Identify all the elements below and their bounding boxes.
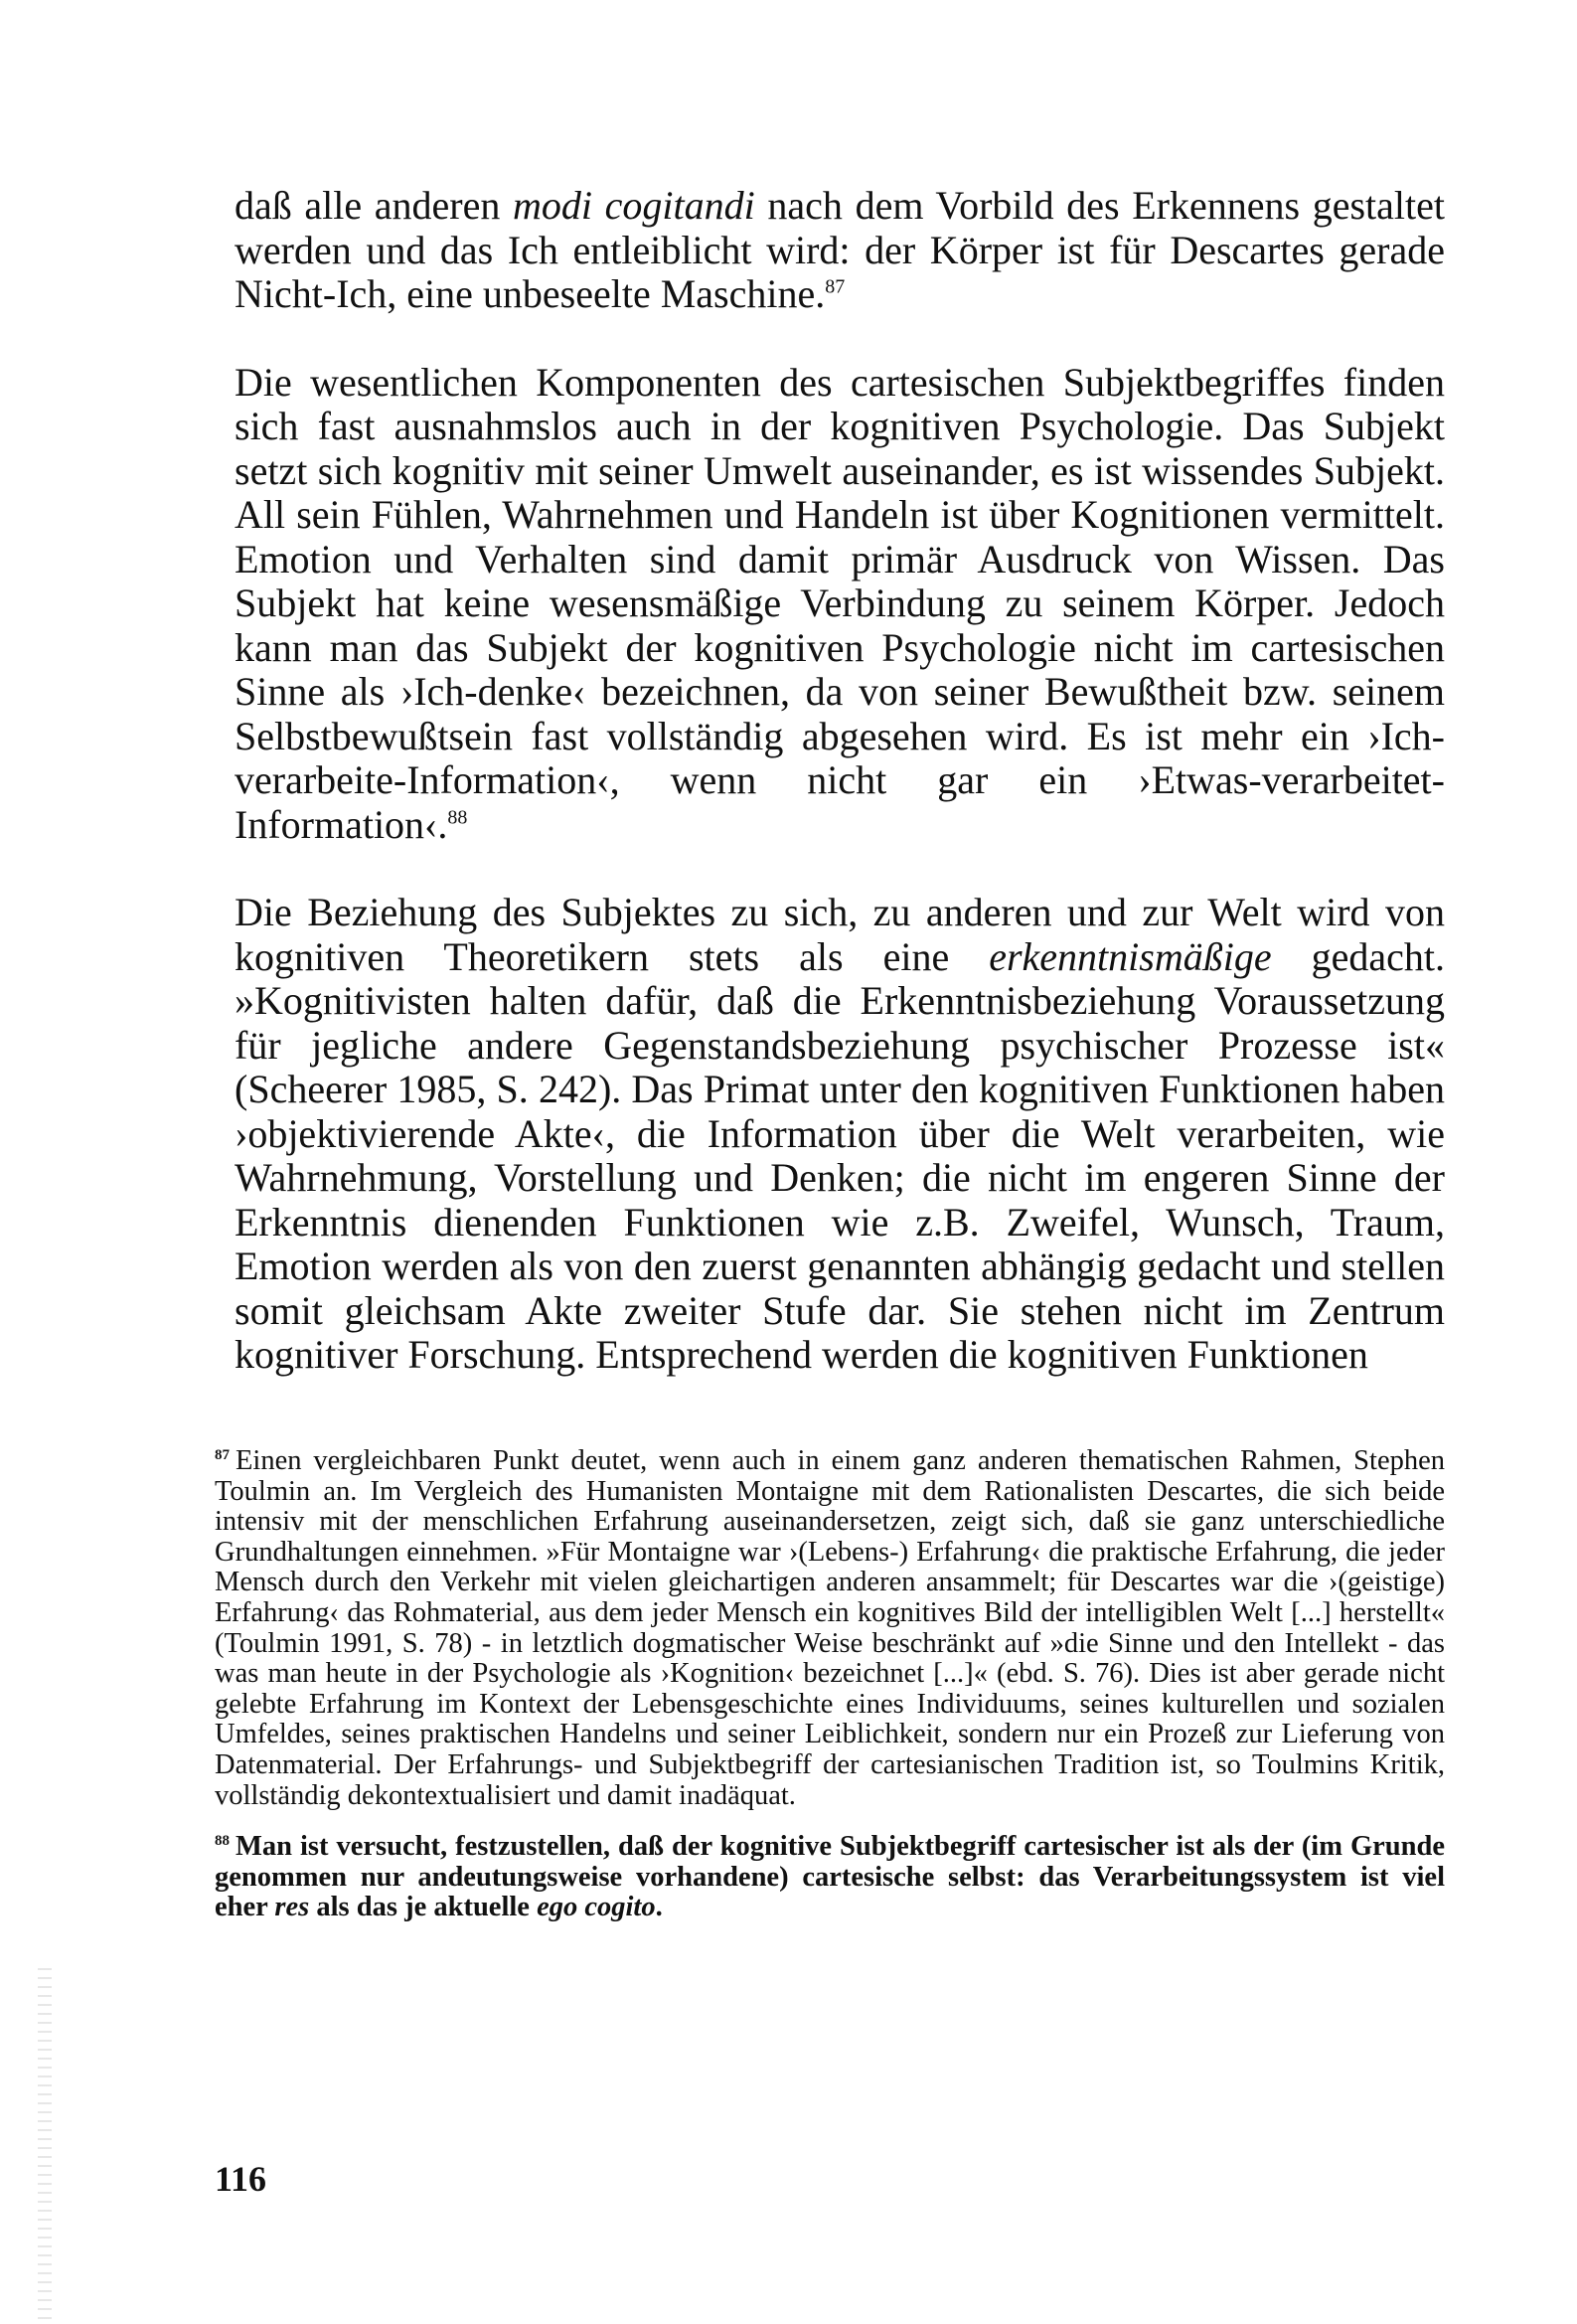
italic-text: res	[274, 1892, 310, 1923]
footnote	[215, 1446, 1445, 1811]
italic-text: ego cogito	[537, 1892, 656, 1923]
footnote-reference: 88	[447, 806, 468, 829]
text-run: gedacht. »Kognitivisten halten dafür, daß die Erkenntnisbeziehung Voraussetzung für jegliche andere Gegenstandsbeziehung psychischer Prozesse ist« (Scheerer 1985, S. 242). Das Primat unter den kognitiven Funktionen haben ›objektivierende Akte‹, die Information über die Welt verarbeiten, wie Wahrnehmung, Vorstellung und Denken; die nicht im engeren Sinne der Erkenntnis dienenden Funktionen wie z.B. Zweifel, Wunsch, Traum, Emotion werden als von den zuerst genannten abhängig gedacht und stellen somit gleichsam Akte zweiter Stufe dar. Sie stehen nicht im Zentrum kognitiver Forschung. Entsprechend werden die kognitiven Funktionen	[235, 933, 1445, 1377]
paragraph	[235, 361, 1445, 848]
text-run: als das je aktuelle	[309, 1892, 538, 1923]
italic-text: erkenntnismäßige	[989, 933, 1272, 979]
paragraph	[235, 891, 1445, 1378]
italic-text: modi cogitandi	[513, 183, 755, 228]
text-run: Einen vergleichbaren Punkt deutet, wenn auch in einem ganz anderen thematischen Rahmen, Stephen Toulmin an. Im Vergleich des Humanisten Montaigne mit dem Rationalisten Descartes, die sich beide intensiv mit der menschlichen Erfahrung auseinandersetzen, zeigt sich, daß sie ganz unterschiedliche Grundhaltungen einnehmen. »Für Montaigne war ›(Lebens-) Erfahrung‹ die praktische Erfahrung, die jeder Mensch durch den Verkehr mit vielen gleichartigen anderen ansammelt; für Descartes war die ›(geistige) Erfahrung‹ das Rohmaterial, aus dem jeder Mensch ein kognitives Bild der intelligiblen Welt [...] herstellt« (Toulmin 1991, S. 78) - in letztlich dogmatischer Weise beschränkt auf »die Sinne und den Intellekt - das was man heute in der Psychologie als ›Kognition‹ bezeichnet [...]« (ebd. S. 76). Dies ist aber gerade nicht gelebte Erfahrung im Kontext der Lebensgeschichte eines Individuums, seines kulturellen und sozialen Umfeldes, seines praktischen Handelns und seiner Leiblichkeit, sondern nur ein Prozeß zur Lieferung von Datenmaterial. Der Erfahrungs- und Subjektbegriff der cartesianischen Tradition ist, so Toulmins Kritik, vollständig dekontextualisiert und damit inadäquat.	[215, 1445, 1445, 1811]
scan-binding-edge	[38, 1968, 52, 2324]
text-run: Man ist versucht, festzustellen, daß der kognitive Subjektbegriff cartesischer ist als der (im Grunde genommen nur andeutungsweise vorhandene) cartesische selbst: das Verarbeitungssystem ist viel eher	[215, 1831, 1445, 1923]
text-run: nach dem Vorbild des Erkennens gestaltet werden und das Ich entleiblicht wird: der Körper ist für Descartes gerade Nicht-Ich, eine unbeseelte Maschine.	[235, 183, 1446, 316]
text-run: daß alle anderen	[235, 183, 514, 228]
page-number: 116	[215, 2159, 267, 2199]
footnote	[215, 1832, 1445, 1923]
text-run: .	[655, 1892, 663, 1923]
footnote-reference: 87	[825, 275, 846, 298]
text-run: Die Beziehung des Subjektes zu sich, zu anderen und zur Welt wird von kognitiven Theoretikern stets als eine	[235, 890, 1445, 979]
footnote-number: 88	[215, 1832, 230, 1849]
footnotes	[215, 1446, 1445, 1923]
paragraph	[235, 184, 1445, 317]
main-text	[235, 184, 1445, 1378]
text-run: Die wesentlichen Komponenten des cartesischen Subjektbegriffes finden sich fast ausnahmslos auch in der kognitiven Psychologie. Das Subjekt setzt sich kognitiv mit seiner Umwelt auseinander, es ist wissendes Subjekt. All sein Fühlen, Wahrnehmen und Handeln ist über Kognitionen vermittelt. Emotion und Verhalten sind damit primär Ausdruck von Wissen. Das Subjekt hat keine wesensmäßige Verbindung zu seinem Körper. Jedoch kann man das Subjekt der kognitiven Psychologie nicht im cartesischen Sinne als ›Ich-denke‹ bezeichnen, da von seiner Bewußtheit bzw. seinem Selbstbewußtsein fast vollständig abgesehen wird. Es ist mehr ein ›Ich-verarbeite-Information‹, wenn nicht gar ein ›Etwas-verarbeitet-Information‹.	[235, 359, 1445, 847]
footnote-number: 87	[215, 1446, 230, 1463]
